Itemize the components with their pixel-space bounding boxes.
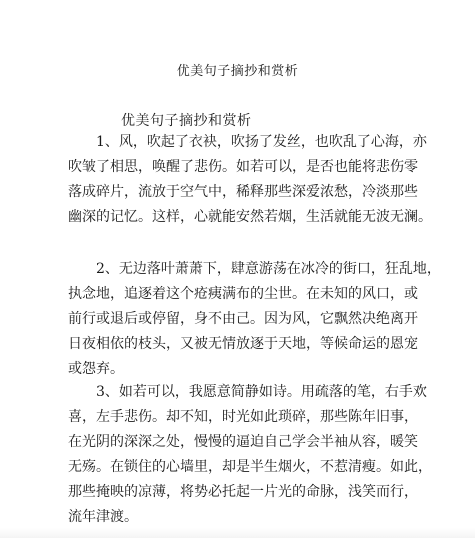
paragraph-line: 2、无边落叶萧萧下，肆意游荡在冰冷的街口，狂乱地， xyxy=(96,261,441,277)
paragraph-line: 或怨弃。 xyxy=(68,361,124,377)
paragraph-line: 日夜相依的枝头，又被无情放逐于天地，等候命运的恩宠 xyxy=(68,336,418,352)
paragraph-1 xyxy=(68,130,432,230)
section-title: 优美句子摘抄和赏析 xyxy=(121,113,252,129)
paragraph-2 xyxy=(68,257,441,382)
paragraph-line: 流年津渡。 xyxy=(68,509,138,525)
paragraph-line: 在光阴的深深之处，慢慢的逼迫自己学会半袖从容，暖笑 xyxy=(68,434,418,450)
page-bottom-edge xyxy=(0,528,475,538)
paragraph-line: 那些掩映的凉薄，将势必托起一片光的命脉，浅笑而行， xyxy=(68,484,418,500)
paragraph-line: 吹皱了相思，唤醒了悲伤。如若可以，是否也能将悲伤零 xyxy=(68,159,418,175)
paragraph-line: 执念地，追逐着这个疮痍满布的尘世。在未知的风口，或 xyxy=(68,286,418,302)
paragraph-line: 3、如若可以，我愿意简静如诗。用疏落的笔，右手欢 xyxy=(96,384,427,400)
paragraph-line: 1、风，吹起了衣袂，吹扬了发丝，也吹乱了心海，亦 xyxy=(96,134,427,150)
paragraph-line: 幽深的记忆。这样，心就能安然若烟，生活就能无波无澜。 xyxy=(68,209,432,225)
paragraph-line: 落成碎片，流放于空气中，稀释那些深爱浓愁，冷淡那些 xyxy=(68,184,418,200)
paragraph-line: 前行或退后或停留，身不由己。因为风，它飘然决绝离开 xyxy=(68,311,418,327)
paragraph-3 xyxy=(68,380,432,530)
document-title: 优美句子摘抄和赏析 xyxy=(176,64,299,79)
paragraph-line: 无殇。在锁住的心墙里，却是半生烟火，不惹清瘦。如此， xyxy=(68,459,432,475)
paragraph-line: 喜，左手悲伤。却不知，时光如此琐碎，那些陈年旧事， xyxy=(68,409,418,425)
